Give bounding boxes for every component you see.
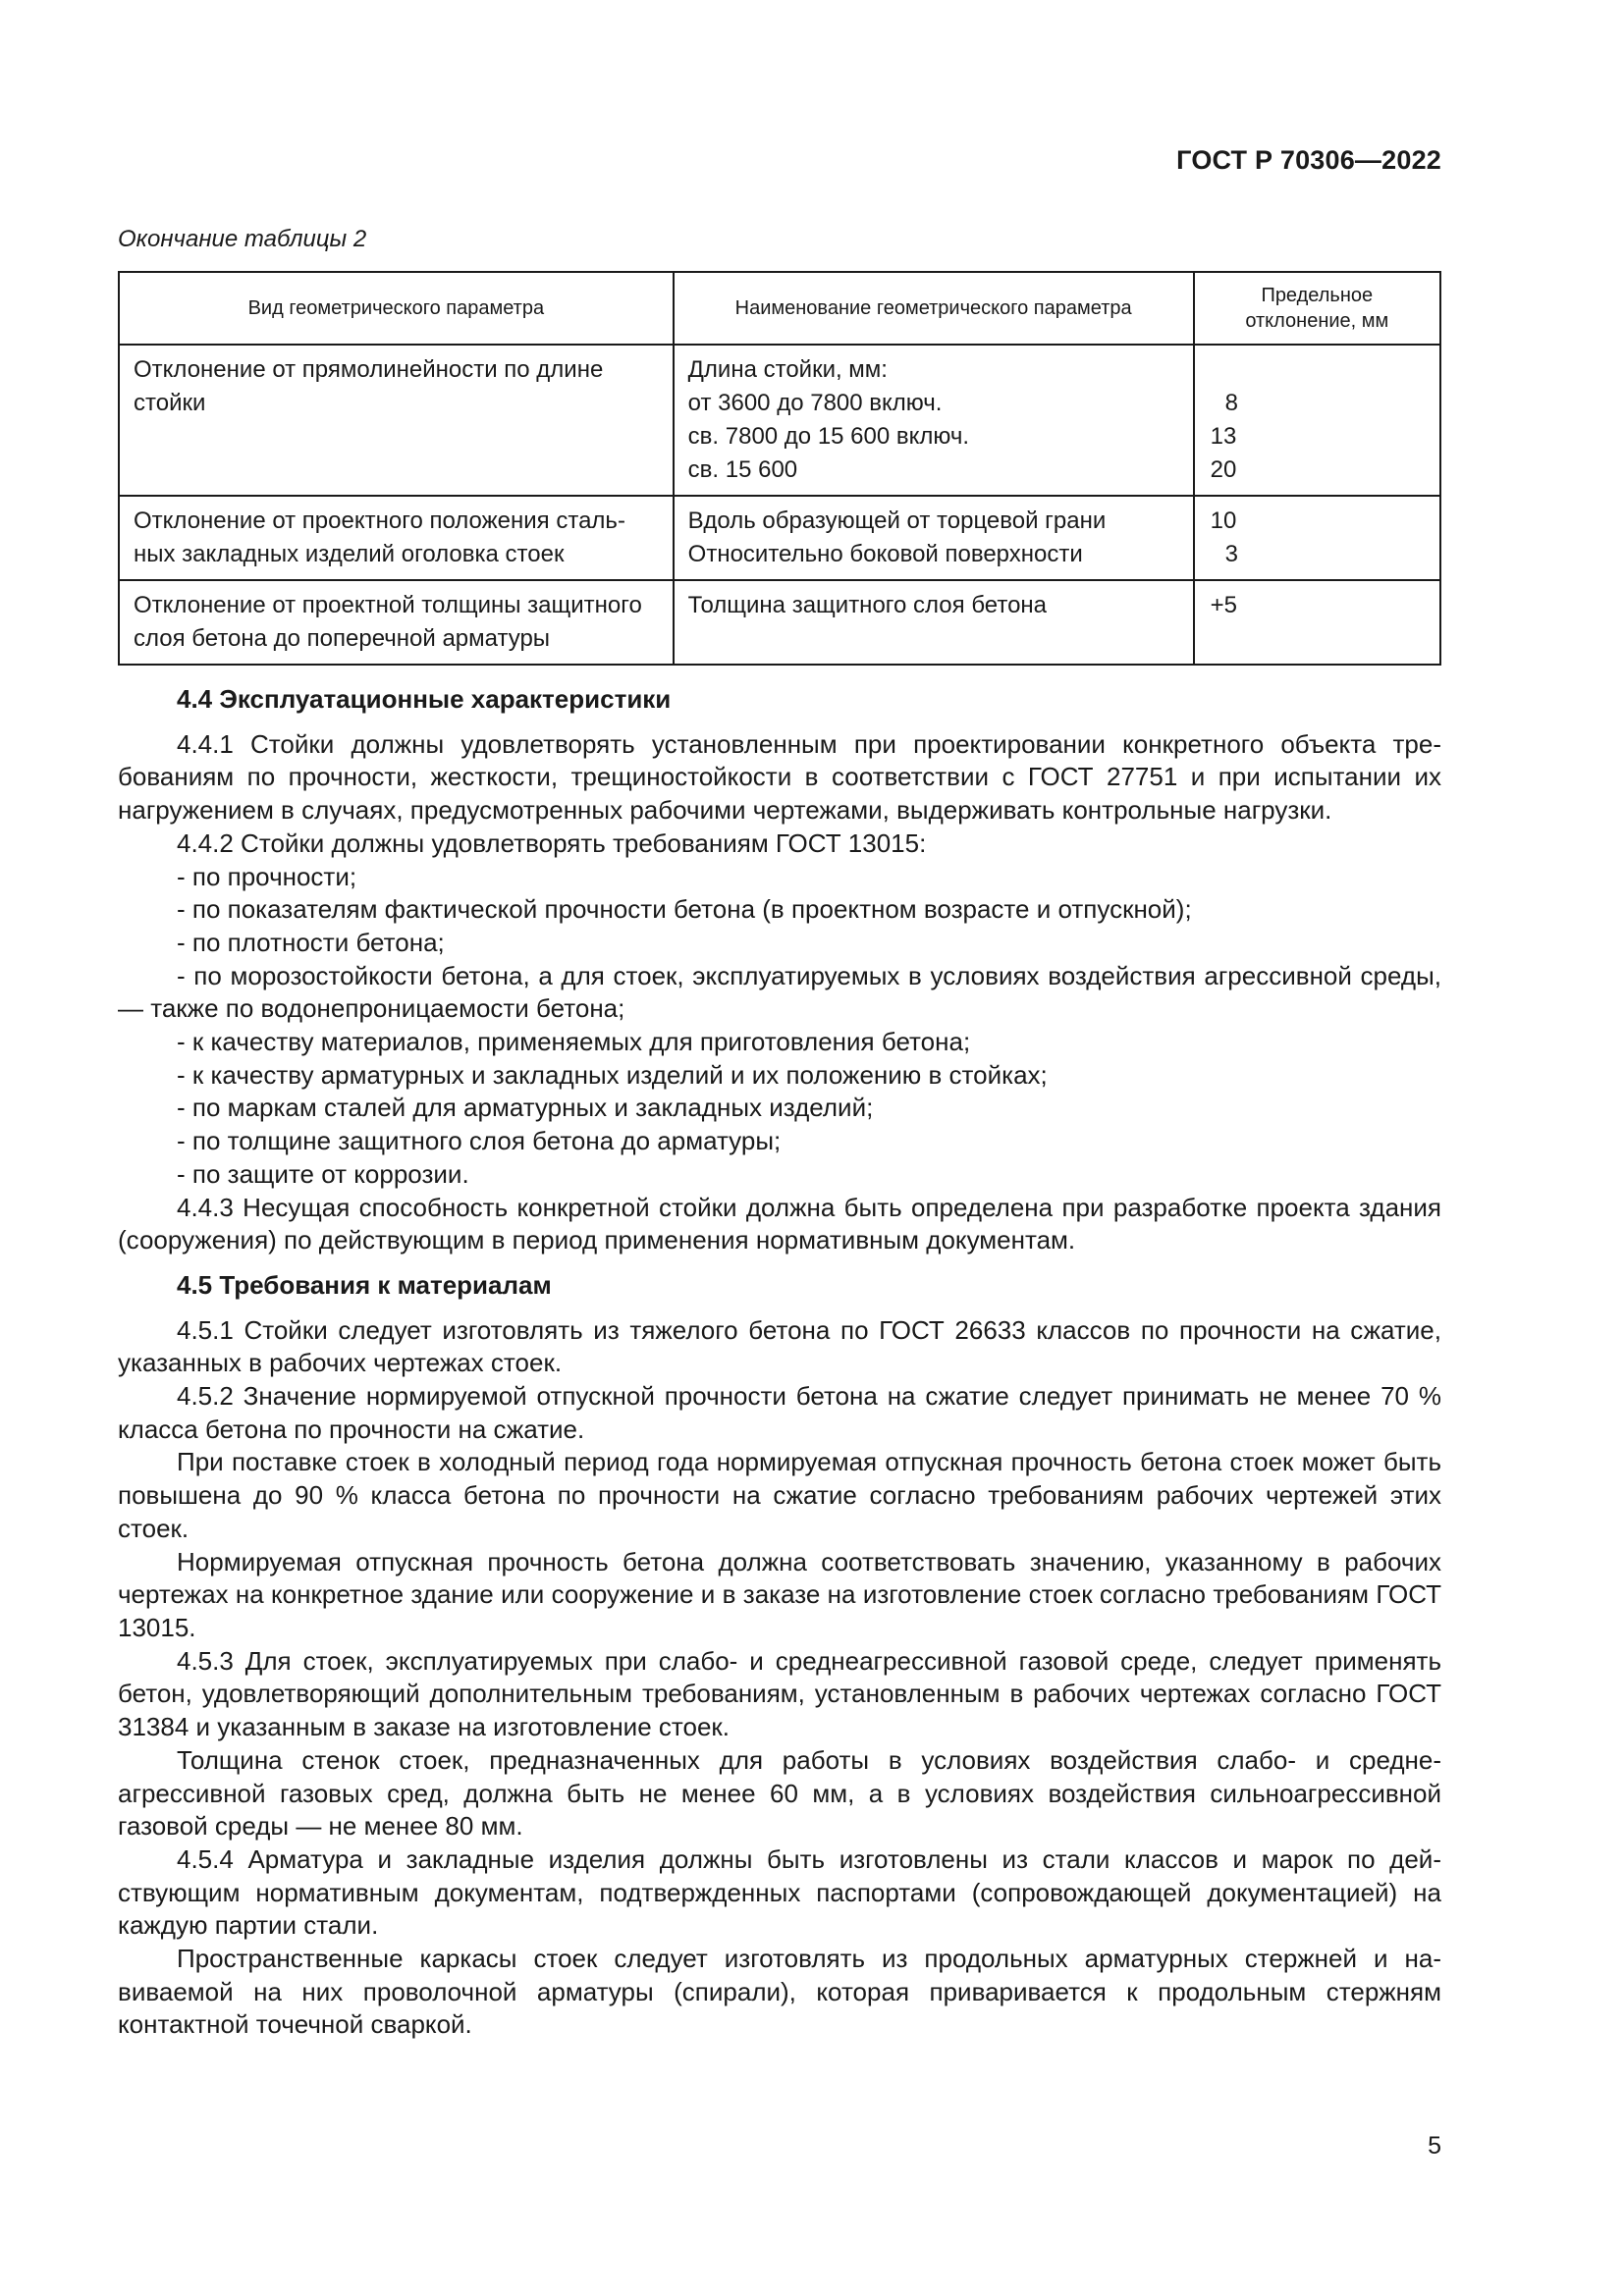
list-item: - к качеству материалов, применяемых для приготовления бетона; xyxy=(177,1027,971,1057)
document-page xyxy=(118,0,1441,2296)
deviation-value: 8 xyxy=(1224,390,1238,416)
parameter-name-line: Длина стойки, мм: xyxy=(687,356,888,383)
deviation-value: 10 xyxy=(1210,507,1237,534)
paragraph: Нормируемая отпускная прочность бетона должна соответствовать значению, указанному в рабочих чертежах на конкретное здание или сооружение и в заказе на изготовление стоек согласно требованиям ГОСТ 13015. xyxy=(118,1546,1441,1642)
list-item: - по защите от коррозии. xyxy=(177,1158,469,1189)
table-row xyxy=(119,496,1440,580)
list-item: - по прочности; xyxy=(177,861,357,891)
column-header-deviation: Предельное отклонение, мм xyxy=(1194,272,1440,345)
paragraph: 4.4.3 Несущая способность конкретной стойки должна быть определена при разработке проекта здания (сооружения) по действующим в период применения нормативным документам. xyxy=(118,1192,1441,1255)
document-code: ГОСТ Р 70306—2022 xyxy=(1176,145,1441,175)
paragraph: 4.5.1 Стойки следует изготовлять из тяжелого бетона по ГОСТ 26633 классов по прочности на сжатие, указанных в рабочих чертежах стоек. xyxy=(118,1314,1441,1378)
parameter-name-line: от 3600 до 7800 включ. xyxy=(687,390,943,416)
cell-parameter-type: Отклонение от проектной толщины защитного слоя бетона до поперечной арматуры xyxy=(119,580,674,665)
list-item: - по морозостойкости бетона, а для стоек, эксплуатируемых в условиях воздействия агрессивной среды, — также по водонепроницаемости бетона; xyxy=(118,960,1441,1024)
parameter-name-line: Вдоль образующей от торцевой грани xyxy=(687,507,1107,534)
list-item: - по толщине защитного слоя бетона до арматуры; xyxy=(177,1126,782,1156)
document-body xyxy=(118,683,1441,2042)
paragraph: 4.4.1 Стойки должны удовлетворять установленным при проектировании конкретного объекта требованиям по прочности, жесткости, трещиностойкости в соответствии с ГОСТ 27751 и при испытании их нагружением в случаях, предусмотренных рабочими чертежами, выдерживать контрольные нагрузки. xyxy=(118,728,1441,826)
cell-deviation xyxy=(1194,496,1440,580)
paragraph: Толщина стенок стоек, предназначенных для работы в условиях воздействия слабо- и среднеагрессивной газовых сред, должна быть не менее 60 мм, а в условиях воздействия сильноагрессивной газовой среды — не менее 80 мм. xyxy=(118,1744,1441,1842)
table-row xyxy=(119,345,1440,496)
cell-deviation: +5 xyxy=(1194,580,1440,665)
cell-parameter-type: Отклонение от проектного положения стальных закладных изделий оголовка стоек xyxy=(119,496,674,580)
paragraph: 4.5.2 Значение нормируемой отпускной прочности бетона на сжатие следует принимать не менее 70 % класса бетона по прочности на сжатие. xyxy=(118,1381,1441,1444)
table-header-row xyxy=(119,272,1440,345)
paragraph: При поставке стоек в холодный период года нормируемая отпускная прочность бетона стоек может быть повышена до 90 % класса бетона по прочности на сжатие согласно требованиям рабочих чертежей этих стоек. xyxy=(118,1447,1441,1543)
parameter-name-line: Относительно боковой поверхности xyxy=(687,541,1083,567)
cell-parameter-type: Отклонение от прямолинейности по длине стойки xyxy=(119,345,674,496)
section-heading: 4.4 Эксплуатационные характеристики xyxy=(177,684,672,714)
paragraph: 4.4.2 Стойки должны удовлетворять требованиям ГОСТ 13015: xyxy=(177,828,927,858)
deviation-value xyxy=(1211,353,1426,387)
column-header-name: Наименование геометрического параметра xyxy=(674,272,1194,345)
section-heading: 4.5 Требования к материалам xyxy=(177,1269,552,1300)
cell-parameter-name xyxy=(674,345,1194,496)
paragraph: 4.5.4 Арматура и закладные изделия должны быть изготовлены из стали классов и марок по действующим нормативным документам, подтвержденных паспортами (сопровождающей документацией) на каждую партии стали. xyxy=(118,1843,1441,1941)
column-header-type: Вид геометрического параметра xyxy=(119,272,674,345)
paragraph: 4.5.3 Для стоек, эксплуатируемых при слабо- и среднеагрессивной газовой среде, следует применять бетон, удовлетворяющий дополнительным требованиям, установленным в рабочих чертежах согласно ГОСТ 31384 и указанным в заказе на изготовление стоек. xyxy=(118,1645,1441,1742)
list-item: - к качеству арматурных и закладных изделий и их положению в стойках; xyxy=(177,1059,1048,1090)
deviation-value: 13 xyxy=(1210,423,1237,450)
table-caption: Окончание таблицы 2 xyxy=(118,226,367,252)
parameter-name-line: св. 7800 до 15 600 включ. xyxy=(687,423,970,450)
cell-parameter-name xyxy=(674,496,1194,580)
page-number: 5 xyxy=(1428,2132,1441,2160)
table-row xyxy=(119,580,1440,665)
deviation-table xyxy=(118,271,1441,666)
cell-parameter-name: Толщина защитного слоя бетона xyxy=(674,580,1194,665)
list-item: - по плотности бетона; xyxy=(177,927,445,957)
parameter-name-line: св. 15 600 xyxy=(687,456,798,483)
deviation-value: 3 xyxy=(1224,541,1238,567)
list-item: - по маркам сталей для арматурных и закладных изделий; xyxy=(177,1093,874,1123)
list-item: - по показателям фактической прочности бетона (в проектном возрасте и отпускной); xyxy=(177,894,1192,925)
deviation-value: 20 xyxy=(1210,456,1237,483)
paragraph: Пространственные каркасы стоек следует изготовлять из продольных арматурных стержней и навиваемой на них проволочной арматуры (спирали), которая приваривается к продольным стержням контактной точечной сваркой. xyxy=(118,1944,1441,2040)
cell-deviation xyxy=(1194,345,1440,496)
